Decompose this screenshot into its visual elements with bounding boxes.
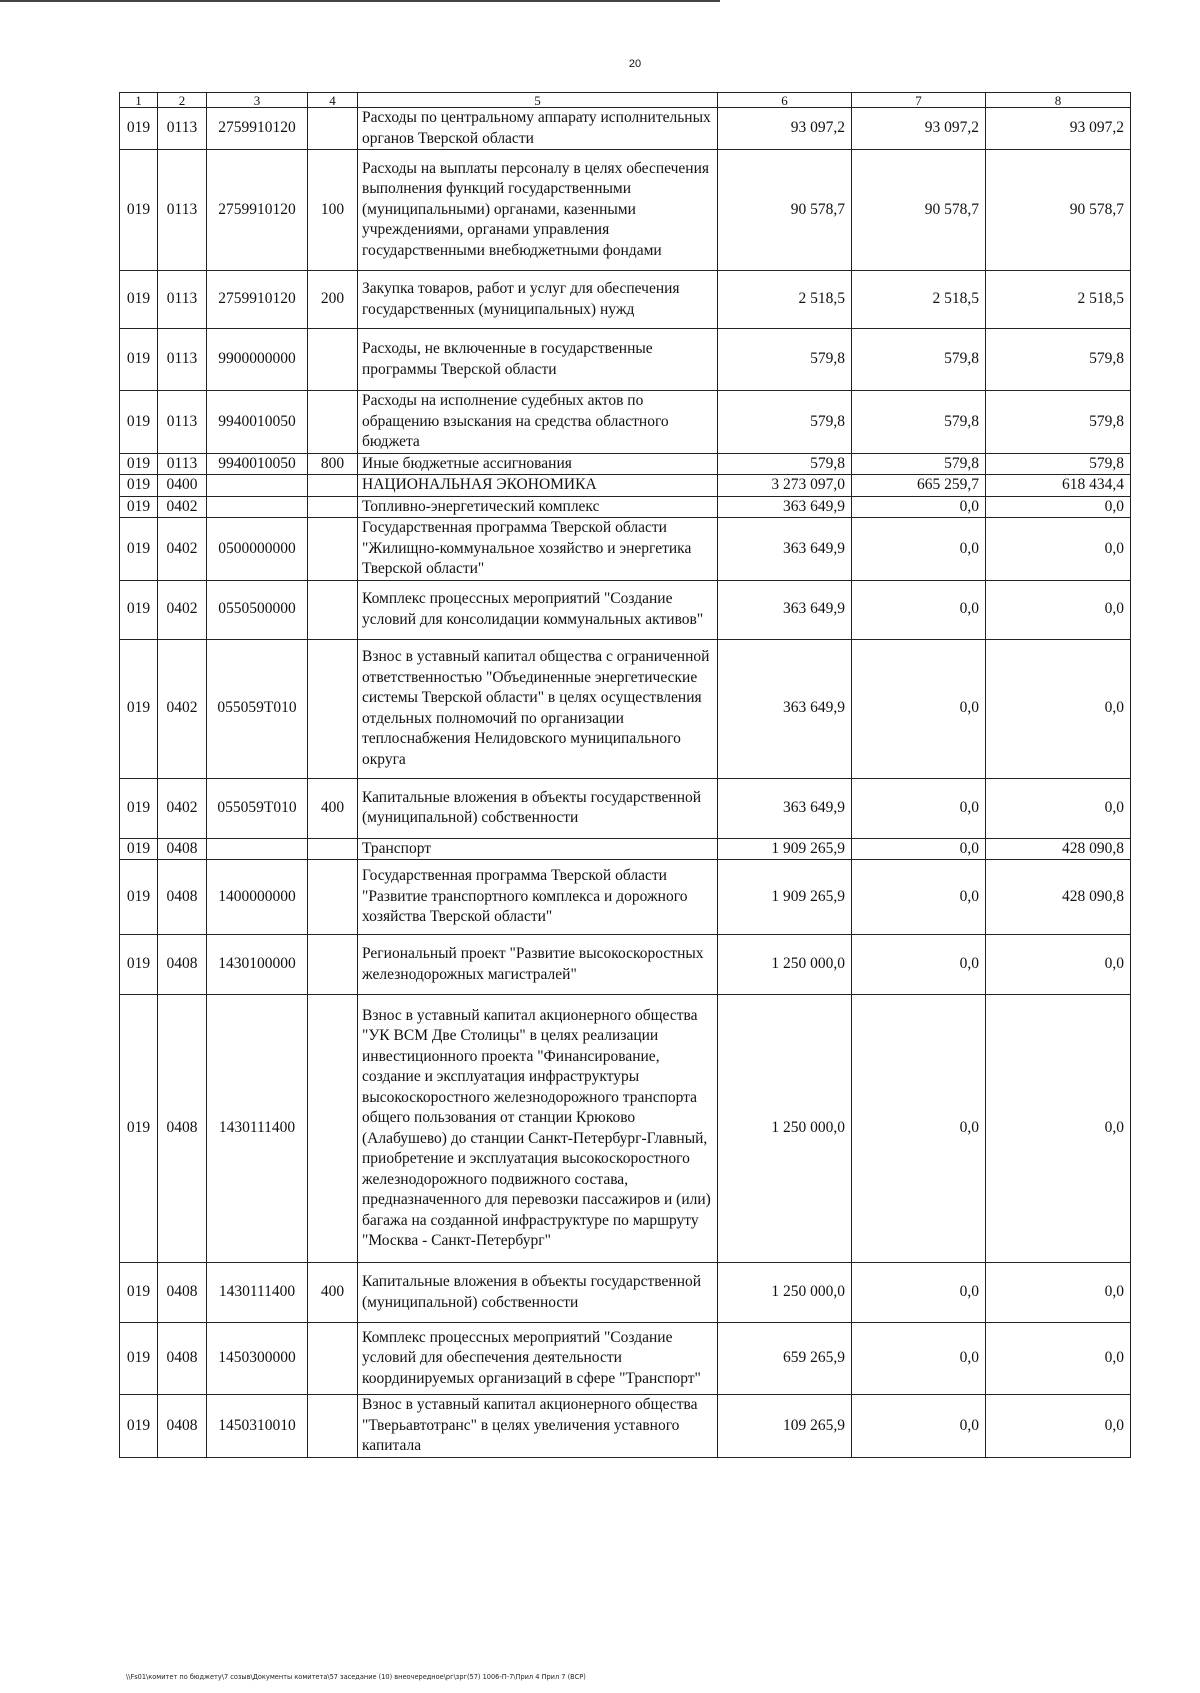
amount-col8: 0,0 (986, 496, 1131, 518)
amount-col6: 579,8 (718, 391, 852, 454)
amount-col8: 428 090,8 (986, 860, 1131, 935)
amount-col6: 1 250 000,0 (718, 935, 852, 995)
table-row (120, 108, 1131, 150)
amount-col8: 90 578,7 (986, 150, 1131, 271)
amount-col7: 579,8 (852, 329, 986, 391)
section-code: 0113 (158, 329, 207, 391)
table-row (120, 580, 1131, 639)
expense-type-code (308, 860, 358, 935)
target-article-code: 1400000000 (207, 860, 308, 935)
item-name: Взнос в уставный капитал акционерного общества "УК ВСМ Две Столицы" в целях реализации инвестиционного проекта "Финансирование, создание и эксплуатация инфраструктуры высокоскоростного железнодорожного транспорта общего пользования от станции Крюково (Алабушево) до станции Санкт-Петербург-Главный, приобретение и эксплуатация высокоскоростного железнодорожного подвижного состава, предназначенного для перевозки пассажиров и (или) багажа на созданной инфраструктуре по маршруту "Москва - Санкт-Петербург" (358, 995, 718, 1263)
amount-col6: 90 578,7 (718, 150, 852, 271)
amount-col7: 0,0 (852, 995, 986, 1263)
amount-col6: 579,8 (718, 453, 852, 475)
ved-code: 019 (120, 995, 158, 1263)
item-name: Капитальные вложения в объекты государственной (муниципальной) собственности (358, 778, 718, 838)
amount-col8: 2 518,5 (986, 271, 1131, 329)
target-article-code (207, 838, 308, 860)
target-article-code: 9940010050 (207, 453, 308, 475)
ved-code: 019 (120, 391, 158, 454)
amount-col6: 93 097,2 (718, 108, 852, 150)
table-row (120, 518, 1131, 581)
expense-type-code (308, 518, 358, 581)
section-code: 0402 (158, 580, 207, 639)
expense-type-code (308, 995, 358, 1263)
section-code: 0400 (158, 475, 207, 497)
expense-type-code (308, 329, 358, 391)
amount-col7: 579,8 (852, 391, 986, 454)
item-name: Взнос в уставный капитал общества с ограниченной ответственностью "Объединенные энергетические системы Тверской области" в целях осуществления отдельных полномочий по организации теплоснабжения Нелидовского муниципального округа (358, 639, 718, 778)
expense-type-code (308, 580, 358, 639)
col-header-4: 4 (308, 93, 358, 108)
amount-col7: 665 259,7 (852, 475, 986, 497)
target-article-code: 1450310010 (207, 1395, 308, 1458)
expense-type-code (308, 935, 358, 995)
item-name: Транспорт (358, 838, 718, 860)
ved-code: 019 (120, 271, 158, 329)
expense-type-code: 200 (308, 271, 358, 329)
amount-col7: 0,0 (852, 860, 986, 935)
amount-col8: 0,0 (986, 1263, 1131, 1323)
amount-col8: 0,0 (986, 1395, 1131, 1458)
expense-type-code: 800 (308, 453, 358, 475)
col-header-5: 5 (358, 93, 718, 108)
target-article-code: 1430111400 (207, 1263, 308, 1323)
item-name: Региональный проект "Развитие высокоскоростных железнодорожных магистралей" (358, 935, 718, 995)
amount-col7: 0,0 (852, 580, 986, 639)
section-code: 0402 (158, 518, 207, 581)
ved-code: 019 (120, 639, 158, 778)
scan-top-rule (0, 0, 720, 2)
ved-code: 019 (120, 329, 158, 391)
amount-col8: 0,0 (986, 995, 1131, 1263)
amount-col6: 1 250 000,0 (718, 995, 852, 1263)
ved-code: 019 (120, 838, 158, 860)
item-name: Взнос в уставный капитал акционерного общества "Тверьавтотранс" в целях увеличения уставного капитала (358, 1395, 718, 1458)
amount-col8: 579,8 (986, 453, 1131, 475)
target-article-code: 9940010050 (207, 391, 308, 454)
amount-col8: 618 434,4 (986, 475, 1131, 497)
item-name: Комплекс процессных мероприятий "Создание условий для консолидации коммунальных активов" (358, 580, 718, 639)
target-article-code (207, 475, 308, 497)
table-row (120, 935, 1131, 995)
target-article-code: 0550500000 (207, 580, 308, 639)
ved-code: 019 (120, 108, 158, 150)
col-header-1: 1 (120, 93, 158, 108)
amount-col7: 0,0 (852, 496, 986, 518)
amount-col6: 1 250 000,0 (718, 1263, 852, 1323)
ved-code: 019 (120, 580, 158, 639)
table-row (120, 778, 1131, 838)
item-name: Государственная программа Тверской области "Жилищно-коммунальное хозяйство и энергетика Тверской области" (358, 518, 718, 581)
section-code: 0402 (158, 496, 207, 518)
target-article-code: 2759910120 (207, 271, 308, 329)
amount-col7: 93 097,2 (852, 108, 986, 150)
amount-col6: 1 909 265,9 (718, 838, 852, 860)
expense-type-code (308, 838, 358, 860)
section-code: 0113 (158, 108, 207, 150)
table-row (120, 271, 1131, 329)
amount-col8: 579,8 (986, 329, 1131, 391)
expense-type-code: 400 (308, 778, 358, 838)
table-row (120, 995, 1131, 1263)
amount-col7: 0,0 (852, 778, 986, 838)
item-name: Иные бюджетные ассигнования (358, 453, 718, 475)
amount-col8: 428 090,8 (986, 838, 1131, 860)
amount-col8: 0,0 (986, 935, 1131, 995)
amount-col8: 579,8 (986, 391, 1131, 454)
col-header-2: 2 (158, 93, 207, 108)
section-code: 0408 (158, 838, 207, 860)
item-name: Топливно-энергетический комплекс (358, 496, 718, 518)
col-header-8: 8 (986, 93, 1131, 108)
column-number-row (120, 93, 1131, 108)
amount-col7: 0,0 (852, 1395, 986, 1458)
amount-col6: 363 649,9 (718, 580, 852, 639)
amount-col6: 363 649,9 (718, 778, 852, 838)
table-row (120, 1263, 1131, 1323)
amount-col7: 0,0 (852, 639, 986, 778)
expense-type-code (308, 639, 358, 778)
target-article-code: 1430100000 (207, 935, 308, 995)
target-article-code: 055059Т010 (207, 639, 308, 778)
section-code: 0113 (158, 271, 207, 329)
ved-code: 019 (120, 1395, 158, 1458)
ved-code: 019 (120, 778, 158, 838)
amount-col6: 363 649,9 (718, 496, 852, 518)
table-row (120, 475, 1131, 497)
ved-code: 019 (120, 150, 158, 271)
expense-type-code (308, 391, 358, 454)
target-article-code: 0500000000 (207, 518, 308, 581)
section-code: 0113 (158, 150, 207, 271)
amount-col7: 0,0 (852, 518, 986, 581)
expense-type-code: 100 (308, 150, 358, 271)
table-row (120, 453, 1131, 475)
item-name: Комплекс процессных мероприятий "Создание условий для обеспечения деятельности координируемых организаций в сфере "Транспорт" (358, 1323, 718, 1395)
ved-code: 019 (120, 453, 158, 475)
amount-col7: 0,0 (852, 1323, 986, 1395)
section-code: 0408 (158, 1263, 207, 1323)
expense-type-code (308, 1323, 358, 1395)
item-name: Расходы на выплаты персоналу в целях обеспечения выполнения функций государственными (муниципальными) органами, казенными учреждениями, органами управления государственными внебюджетными фондами (358, 150, 718, 271)
expense-type-code: 400 (308, 1263, 358, 1323)
ved-code: 019 (120, 935, 158, 995)
section-code: 0113 (158, 453, 207, 475)
ved-code: 019 (120, 860, 158, 935)
target-article-code: 1430111400 (207, 995, 308, 1263)
amount-col6: 2 518,5 (718, 271, 852, 329)
amount-col6: 659 265,9 (718, 1323, 852, 1395)
amount-col7: 579,8 (852, 453, 986, 475)
item-name: НАЦИОНАЛЬНАЯ ЭКОНОМИКА (358, 475, 718, 497)
ved-code: 019 (120, 496, 158, 518)
amount-col8: 0,0 (986, 518, 1131, 581)
amount-col8: 0,0 (986, 580, 1131, 639)
item-name: Капитальные вложения в объекты государственной (муниципальной) собственности (358, 1263, 718, 1323)
item-name: Расходы, не включенные в государственные программы Тверской области (358, 329, 718, 391)
amount-col7: 0,0 (852, 1263, 986, 1323)
section-code: 0408 (158, 995, 207, 1263)
ved-code: 019 (120, 475, 158, 497)
section-code: 0408 (158, 1323, 207, 1395)
expense-type-code (308, 108, 358, 150)
target-article-code (207, 496, 308, 518)
budget-table (119, 92, 1131, 1458)
expense-type-code (308, 1395, 358, 1458)
table-row (120, 496, 1131, 518)
footer-file-path: \\Fs01\комитет по бюджету\7 созыв\Документы комитета\57 заседание (10) внеочередное\рг\зрг(57) 1006-П-7\Прил 4 Прил 7 (ВСР) (126, 1673, 586, 1681)
expense-type-code (308, 496, 358, 518)
table-row (120, 639, 1131, 778)
section-code: 0408 (158, 1395, 207, 1458)
table-row (120, 1395, 1131, 1458)
amount-col6: 3 273 097,0 (718, 475, 852, 497)
amount-col7: 0,0 (852, 935, 986, 995)
amount-col8: 0,0 (986, 1323, 1131, 1395)
ved-code: 019 (120, 1323, 158, 1395)
section-code: 0408 (158, 860, 207, 935)
table-row (120, 838, 1131, 860)
amount-col6: 579,8 (718, 329, 852, 391)
col-header-3: 3 (207, 93, 308, 108)
section-code: 0402 (158, 778, 207, 838)
item-name: Государственная программа Тверской области "Развитие транспортного комплекса и дорожного хозяйства Тверской области" (358, 860, 718, 935)
amount-col8: 93 097,2 (986, 108, 1131, 150)
col-header-7: 7 (852, 93, 986, 108)
target-article-code: 2759910120 (207, 150, 308, 271)
amount-col7: 2 518,5 (852, 271, 986, 329)
expense-type-code (308, 475, 358, 497)
amount-col8: 0,0 (986, 639, 1131, 778)
item-name: Расходы по центральному аппарату исполнительных органов Тверской области (358, 108, 718, 150)
section-code: 0408 (158, 935, 207, 995)
col-header-6: 6 (718, 93, 852, 108)
target-article-code: 055059Т010 (207, 778, 308, 838)
amount-col7: 0,0 (852, 838, 986, 860)
amount-col7: 90 578,7 (852, 150, 986, 271)
amount-col6: 1 909 265,9 (718, 860, 852, 935)
target-article-code: 9900000000 (207, 329, 308, 391)
amount-col6: 363 649,9 (718, 639, 852, 778)
table-row (120, 391, 1131, 454)
table-row (120, 860, 1131, 935)
amount-col8: 0,0 (986, 778, 1131, 838)
table-row (120, 150, 1131, 271)
section-code: 0402 (158, 639, 207, 778)
ved-code: 019 (120, 1263, 158, 1323)
target-article-code: 1450300000 (207, 1323, 308, 1395)
amount-col6: 363 649,9 (718, 518, 852, 581)
section-code: 0113 (158, 391, 207, 454)
ved-code: 019 (120, 518, 158, 581)
target-article-code: 2759910120 (207, 108, 308, 150)
page-number: 20 (628, 58, 642, 70)
table-row (120, 1323, 1131, 1395)
item-name: Закупка товаров, работ и услуг для обеспечения государственных (муниципальных) нужд (358, 271, 718, 329)
table-row (120, 329, 1131, 391)
amount-col6: 109 265,9 (718, 1395, 852, 1458)
item-name: Расходы на исполнение судебных актов по обращению взыскания на средства областного бюджета (358, 391, 718, 454)
